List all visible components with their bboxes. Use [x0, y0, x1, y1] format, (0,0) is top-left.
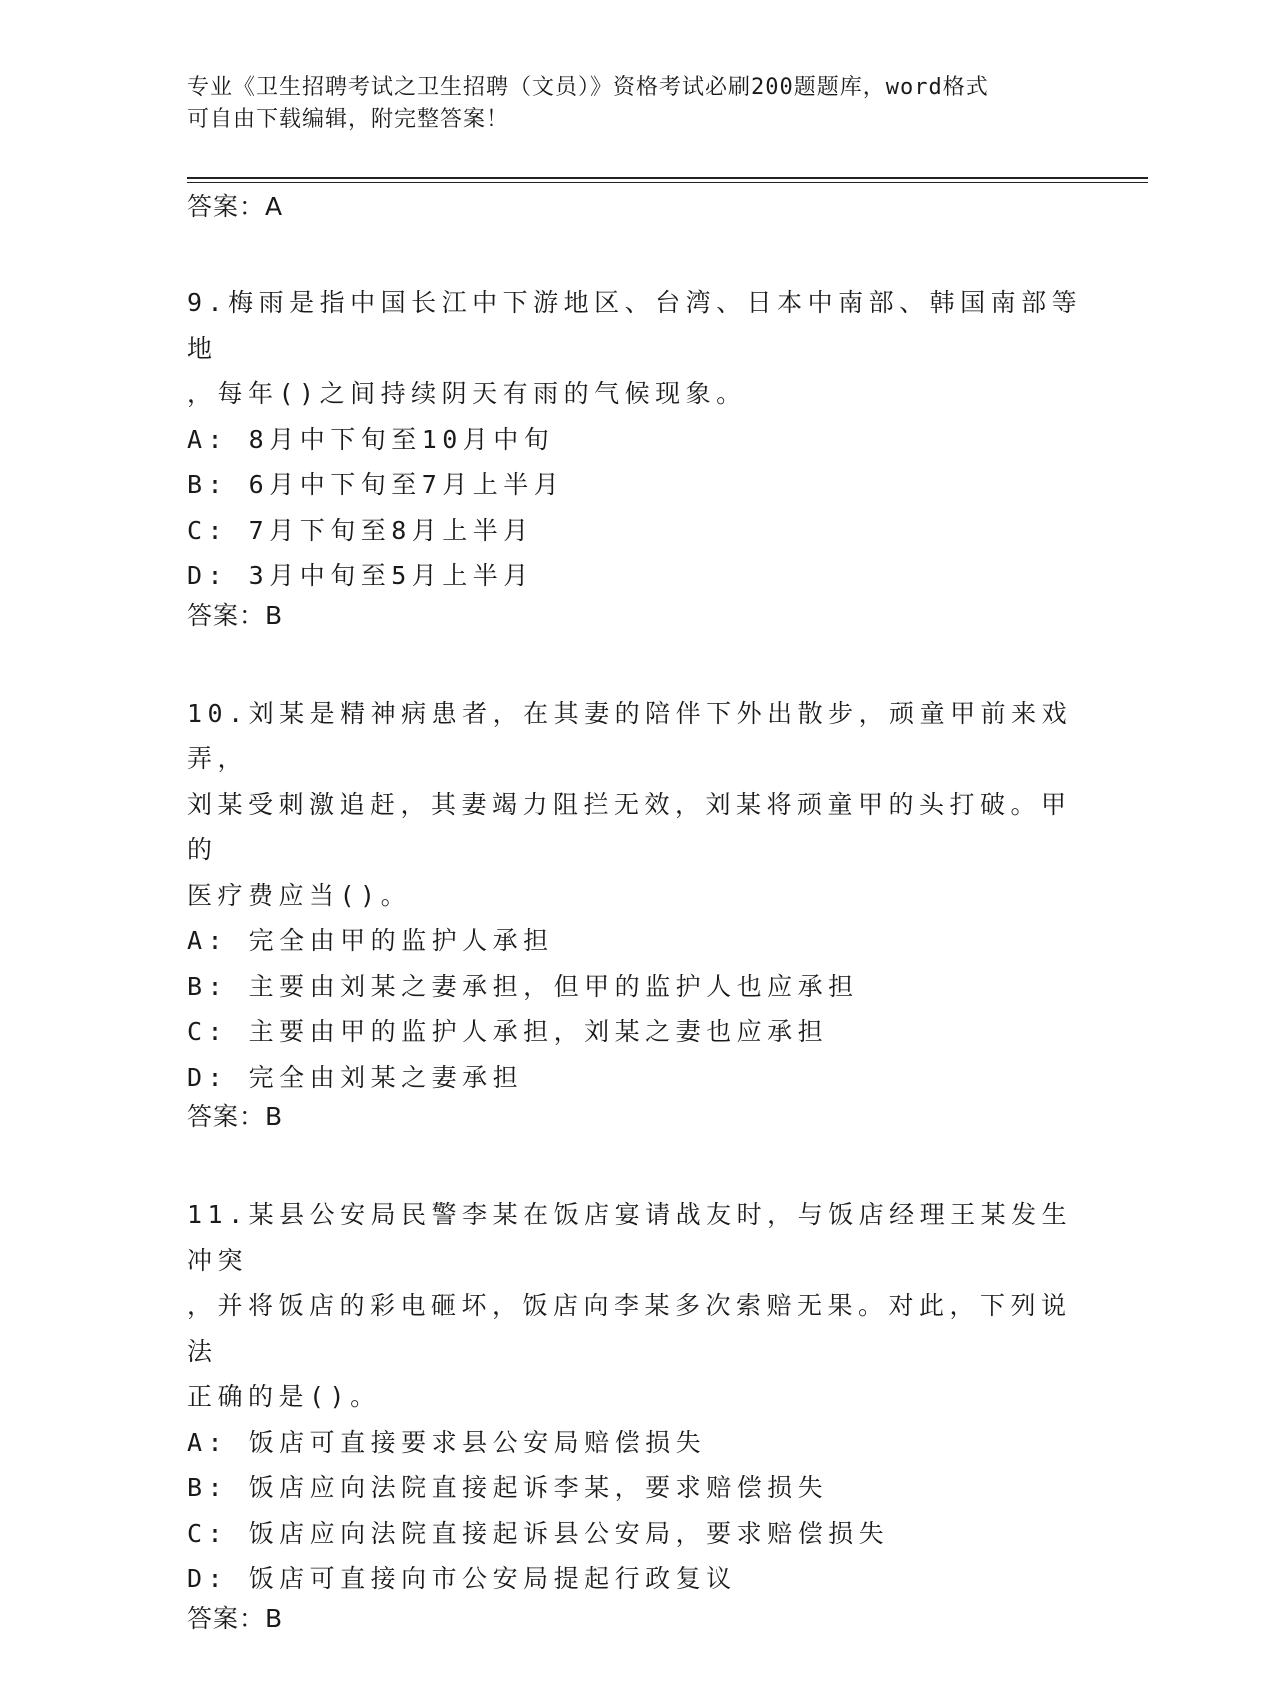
stem-line: ，每年()之间持续阴天有雨的气候现象。: [187, 379, 747, 408]
question-stem: [187, 1192, 1087, 1420]
stem-line: ，并将饭店的彩电砸坏，饭店向李某多次索赔无果。对此，下列说法: [187, 1291, 1072, 1366]
question-10: [187, 691, 1087, 1147]
header-line-1: 专业《卫生招聘考试之卫生招聘（文员）》资格考试必刷200题题库，word格式: [187, 75, 989, 100]
option-d: D: 饭店可直接向市公安局提起行政复议: [187, 1564, 737, 1593]
option-b: B: 饭店应向法院直接起诉李某，要求赔偿损失: [187, 1473, 829, 1502]
answer-line: 答案：B: [187, 1102, 284, 1131]
stem-line: 刘某受刺激追赶，其妻竭力阻拦无效，刘某将顽童甲的头打破。甲的: [187, 789, 1072, 864]
header-line-2: 可自由下载编辑，附完整答案！: [187, 107, 510, 132]
option-a: A: 饭店可直接要求县公安局赔偿损失: [187, 1427, 707, 1457]
document-body: [187, 190, 1087, 1694]
answer-line: 答案：B: [187, 1603, 284, 1633]
stem-line: 9.梅雨是指中国长江中下游地区、台湾、日本中南部、韩国南部等地: [187, 288, 1083, 363]
stem-line: 11.某县公安局民警李某在饭店宴请战友时，与饭店经理王某发生冲突: [187, 1200, 1073, 1275]
answer-line: 答案：A: [187, 192, 284, 221]
option-c: C: 饭店应向法院直接起诉县公安局，要求赔偿损失: [187, 1518, 890, 1548]
option-b: B: 主要由刘某之妻承担，但甲的监护人也应承担: [187, 971, 859, 1001]
option-a: A: 8月中下旬至10月中旬: [187, 424, 555, 454]
option-c: C: 7月下旬至8月上半月: [187, 515, 534, 545]
stem-line: 10.刘某是精神病患者，在其妻的陪伴下外出散步，顽童甲前来戏弄，: [187, 698, 1073, 773]
question-9: [187, 280, 1087, 645]
option-a: A: 完全由甲的监护人承担: [187, 926, 554, 955]
stem-line: 正确的是()。: [187, 1382, 381, 1411]
header-divider-thin: [187, 182, 1148, 183]
option-d: D: 3月中旬至5月上半月: [187, 561, 534, 590]
option-c: C: 主要由甲的监护人承担，刘某之妻也应承担: [187, 1017, 829, 1046]
document-header: [187, 72, 1067, 136]
option-b: B: 6月中下旬至7月上半月: [187, 470, 565, 499]
option-d: D: 完全由刘某之妻承担: [187, 1062, 524, 1092]
stem-line: 医疗费应当()。: [187, 880, 412, 910]
question-11: [187, 1192, 1087, 1648]
answer-line: 答案：B: [187, 600, 284, 630]
question-stem: [187, 691, 1087, 919]
question-stem: [187, 280, 1087, 417]
header-divider: [187, 177, 1148, 179]
